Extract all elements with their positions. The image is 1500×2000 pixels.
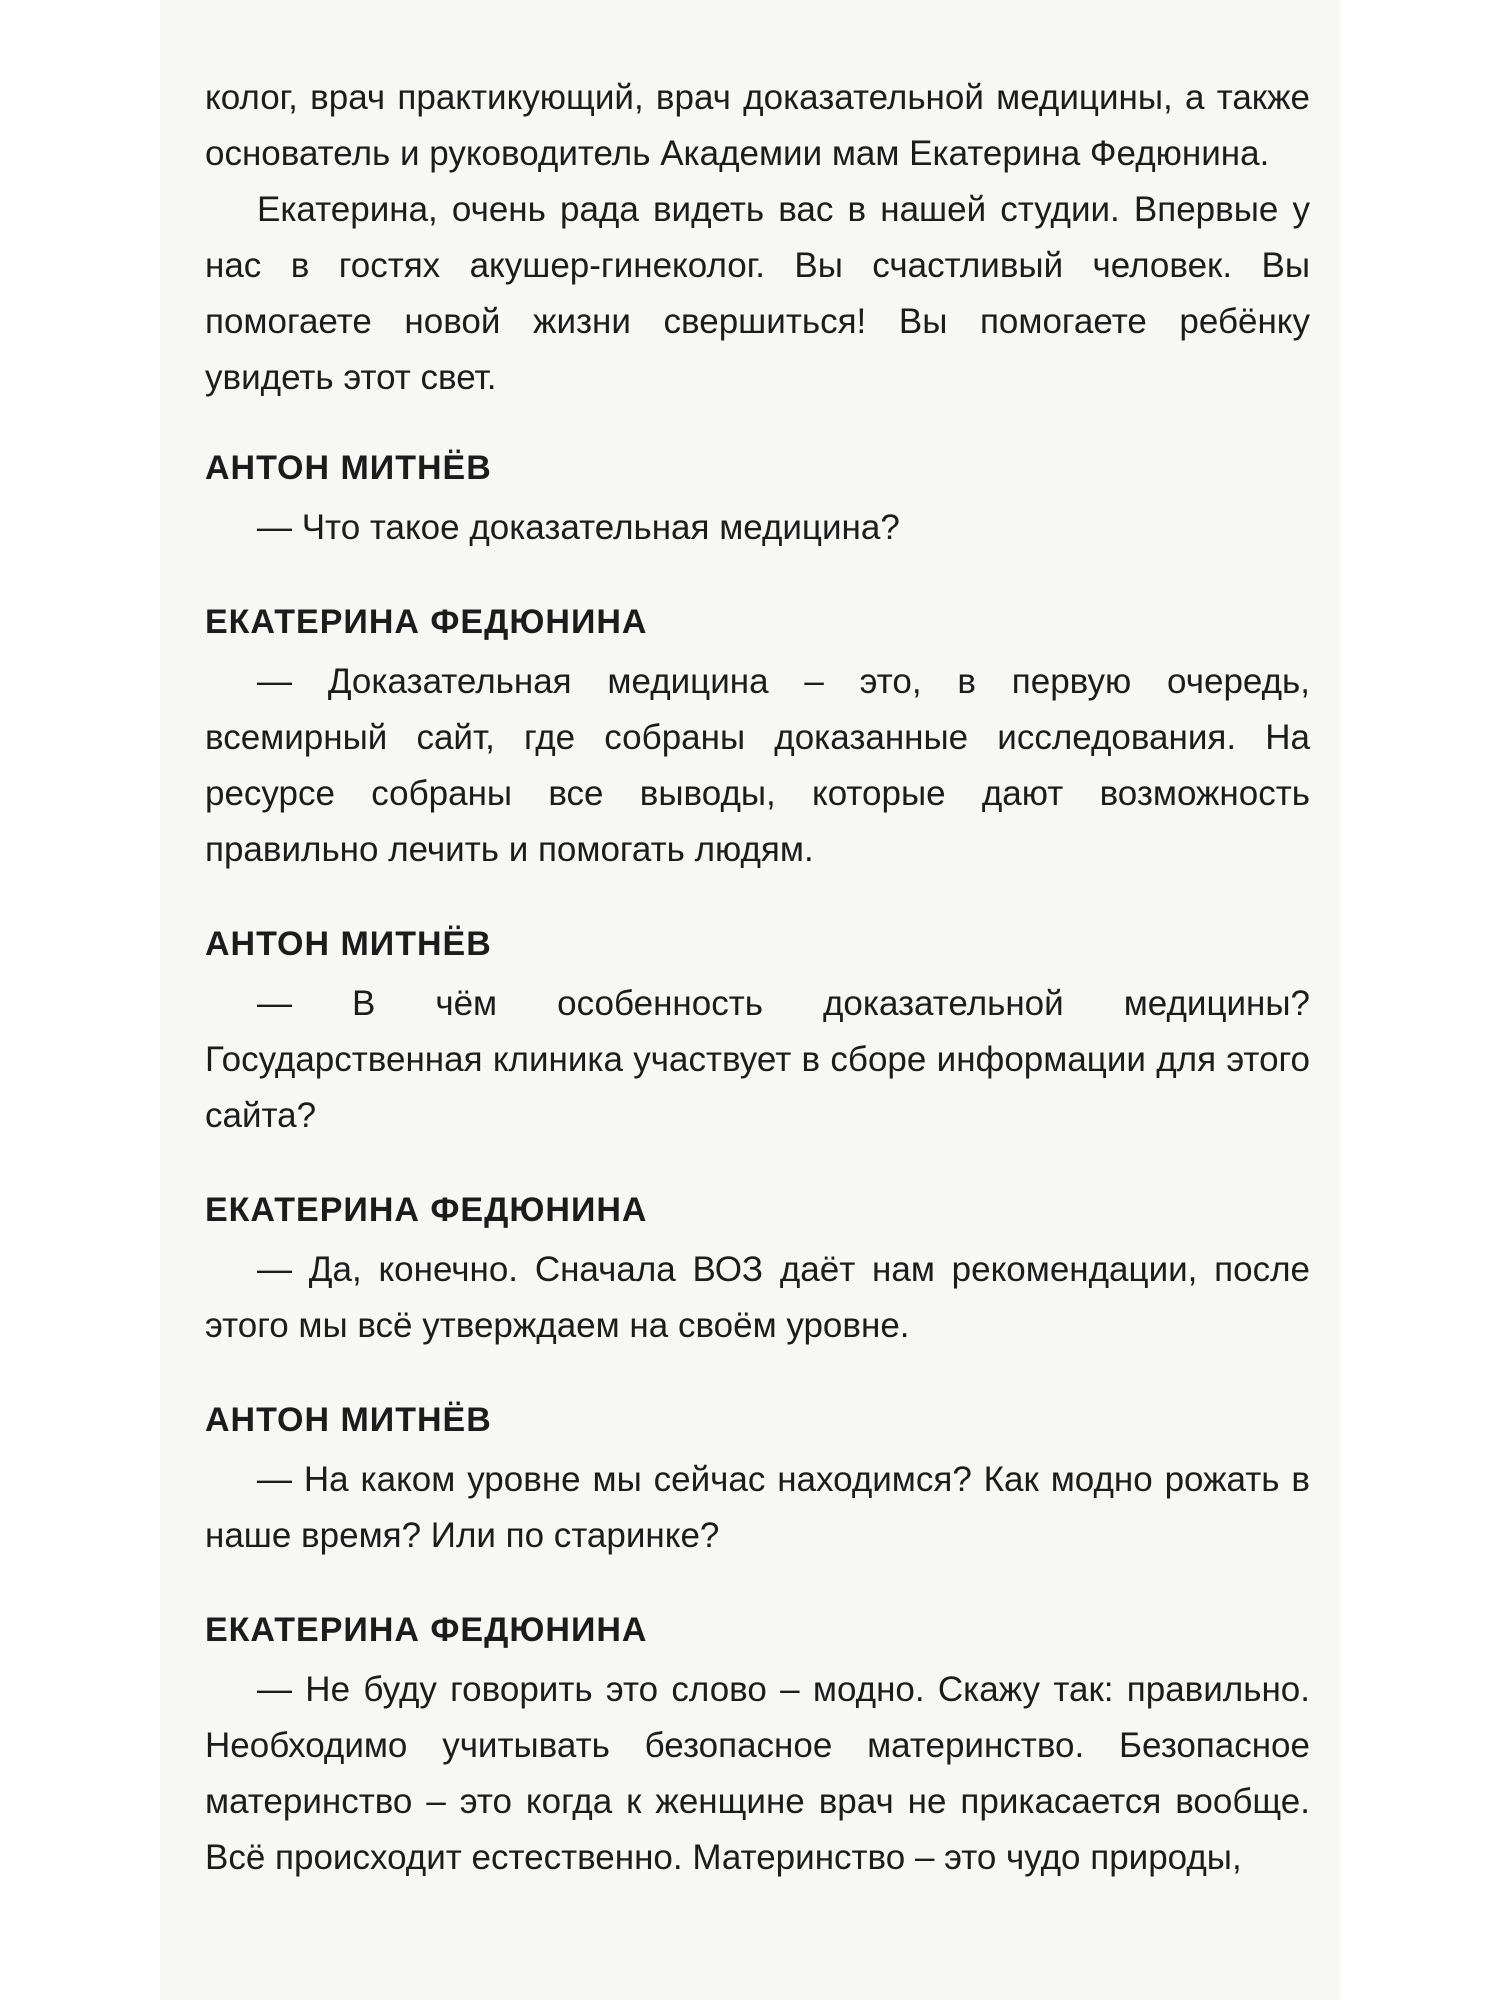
page-text <box>205 70 1310 1906</box>
speaker-name: ЕКАТЕРИНА ФЕДЮНИНА <box>205 1191 648 1229</box>
speaker-name: АНТОН МИТНЁВ <box>205 449 492 487</box>
intro-paragraph: колог, врач практикующий, врач доказательной медицины, а также основатель и руководитель Академии мам Екатерина Федюнина. <box>205 78 1310 173</box>
speech-text: — Что такое доказательная медицина? <box>257 508 900 547</box>
intro-paragraph: Екатерина, очень рада видеть вас в нашей студии. Впервые у нас в гостях акушер-гинеколог. Вы счастливый человек. Вы помогаете новой жизни свершиться! Вы помогаете ребёнку увидеть этот свет. <box>205 190 1310 397</box>
speaker-name: ЕКАТЕРИНА ФЕДЮНИНА <box>205 1611 648 1649</box>
speech-text: — Не буду говорить это слово – модно. Скажу так: правильно. Необходимо учитывать безопасное материнство. Безопасное материнство – это когда к женщине врач не прикасается вообще. Всё происходит естественно. Материнство – это чудо природы, <box>205 1670 1310 1877</box>
speech-text: — Доказательная медицина – это, в первую очередь, всемирный сайт, где собраны доказанные исследования. На ресурсе собраны все выводы, которые дают возможность правильно лечить и помогать людям. <box>205 662 1310 869</box>
speaker-name: АНТОН МИТНЁВ <box>205 1401 492 1439</box>
speech-text: — На каком уровне мы сейчас находимся? Как модно рожать в наше время? Или по старинке? <box>205 1460 1310 1555</box>
speaker-name: ЕКАТЕРИНА ФЕДЮНИНА <box>205 603 648 641</box>
speech-text: — В чём особенность доказательной медицины? Государственная клиника участвует в сборе информации для этого сайта? <box>205 984 1310 1135</box>
speech-text: — Да, конечно. Сначала ВОЗ даёт нам рекомендации, после этого мы всё утверждаем на своём уровне. <box>205 1250 1310 1345</box>
speaker-name: АНТОН МИТНЁВ <box>205 925 492 963</box>
